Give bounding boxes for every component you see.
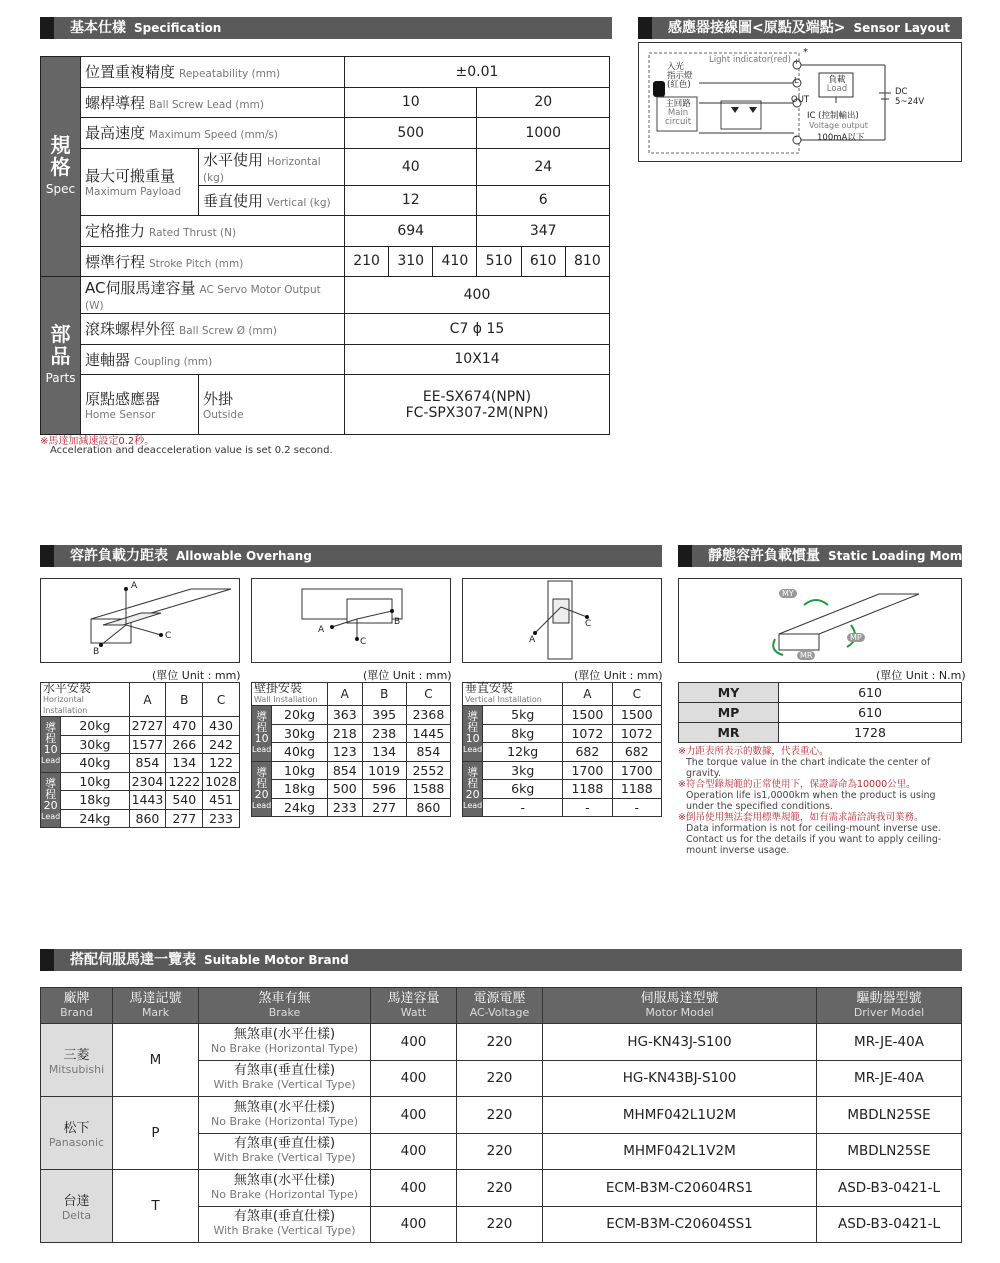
table-cell: 233 xyxy=(203,809,240,828)
payload-v-1: 12 xyxy=(345,185,477,216)
table-cell: 24kg xyxy=(272,798,328,817)
label-a: A xyxy=(318,625,325,635)
label-mp: MP xyxy=(847,633,865,642)
screw-label: 滾珠螺桿外徑 Ball Screw Ø (mm) xyxy=(81,314,345,345)
motor-model-cell: MHMF042L1V2M xyxy=(543,1133,817,1170)
table-cell: 1443 xyxy=(129,791,166,810)
moment-header: 靜態容許負載慣量 Static Loading Moment xyxy=(678,545,962,567)
table-cell: 6kg xyxy=(483,780,563,799)
payload-h-label: 水平使用 Horizontal (kg) xyxy=(199,148,345,185)
lead-label: 螺桿導程 Ball Screw Lead (mm) xyxy=(81,87,345,118)
col-header: 廠牌 Brand xyxy=(41,988,113,1024)
mark-cell: M xyxy=(113,1024,199,1097)
label-a: A xyxy=(131,581,138,591)
spec-header: 基本仕樣 Specification xyxy=(40,17,612,39)
moment-key: MR xyxy=(679,723,779,743)
watt-cell: 400 xyxy=(371,1060,457,1097)
lead-20-label: 導程 20 Lead xyxy=(252,761,272,817)
payload-label: 最大可搬重量 Maximum Payload xyxy=(81,148,199,216)
sensor-light-zh: 入光 指示燈 (紅色) xyxy=(667,62,693,90)
motor-output-label: AC伺服馬達容量 AC Servo Motor Output (W) xyxy=(81,277,345,314)
col-header: 煞車有無 Brake xyxy=(199,988,371,1024)
lead-20-label: 導程 20 Lead xyxy=(41,772,61,828)
table-cell: 134 xyxy=(166,754,203,773)
table-cell: 854 xyxy=(129,754,166,773)
voltage-cell: 220 xyxy=(457,1133,543,1170)
table-cell: 123 xyxy=(327,743,362,762)
home-outside-label: 外掛 Outside xyxy=(199,375,345,435)
brand-cell: 三菱 Mitsubishi xyxy=(41,1024,113,1097)
thrust-value-2: 347 xyxy=(477,216,610,247)
driver-model-cell: MBDLN25SE xyxy=(817,1133,962,1170)
table-cell: 218 xyxy=(327,724,362,743)
note-line: ※倒吊使用無法套用標準規範，如有需求請洽詢我司業務。 xyxy=(678,812,924,823)
watt-cell: 400 xyxy=(371,1097,457,1134)
sensor-out: OUT xyxy=(791,95,810,105)
lead-10-label: 導程 10 Lead xyxy=(463,706,483,762)
sensor-volt: 5~24V xyxy=(895,97,925,107)
table-cell: 1028 xyxy=(203,772,240,791)
table-cell: 395 xyxy=(362,706,406,725)
label-c: C xyxy=(360,637,367,647)
col-header: 伺服馬達型號 Motor Model xyxy=(543,988,817,1024)
motor-model-cell: HG-KN43BJ-S100 xyxy=(543,1060,817,1097)
table-cell: 30kg xyxy=(272,724,328,743)
table-cell: - xyxy=(563,798,612,817)
table-cell: 277 xyxy=(362,798,406,817)
spec-table xyxy=(40,56,610,435)
home-sensor-label: 原點感應器 Home Sensor xyxy=(81,375,199,435)
parts-side-label: 部 品 Parts xyxy=(41,277,81,435)
col-header: B xyxy=(166,683,203,717)
table-cell: 10kg xyxy=(61,772,129,791)
speed-value-1: 500 xyxy=(345,118,477,149)
table-cell: 2304 xyxy=(129,772,166,791)
wall-svg xyxy=(252,579,449,661)
horizontal-table xyxy=(40,682,240,828)
sensor-star: * xyxy=(803,47,808,58)
motor-model-cell: ECM-B3M-C20604RS1 xyxy=(543,1170,817,1207)
overhang-header: 容許負載力距表 Allowable Overhang xyxy=(40,545,662,567)
voltage-cell: 220 xyxy=(457,1170,543,1207)
table-cell: 2552 xyxy=(406,761,450,780)
watt-cell: 400 xyxy=(371,1206,457,1243)
table-cell: 500 xyxy=(327,780,362,799)
label-c: C xyxy=(165,631,172,641)
table-cell: 10kg xyxy=(272,761,328,780)
mark-cell: P xyxy=(113,1097,199,1170)
label-b: B xyxy=(93,647,100,657)
col-header: 電源電壓 AC-Voltage xyxy=(457,988,543,1024)
unit-moment: (單位 Unit : N.m) xyxy=(876,669,966,682)
table-cell: 40kg xyxy=(61,754,129,773)
brand-cell: 台達 Delta xyxy=(41,1170,113,1243)
table-cell: 1700 xyxy=(612,761,661,780)
lead-value-2: 20 xyxy=(477,87,610,118)
col-header: 驅動器型號 Driver Model xyxy=(817,988,962,1024)
driver-model-cell: MR-JE-40A xyxy=(817,1060,962,1097)
table-cell: 363 xyxy=(327,706,362,725)
table-cell: 682 xyxy=(612,743,661,762)
table-cell: 238 xyxy=(362,724,406,743)
unit-vertical: (單位 Unit : mm) xyxy=(574,669,663,682)
voltage-cell: 220 xyxy=(457,1206,543,1243)
table-cell: 682 xyxy=(563,743,612,762)
table-cell: 8kg xyxy=(483,724,563,743)
label-b: B xyxy=(394,617,401,627)
table-cell: 596 xyxy=(362,780,406,799)
motor-model-cell: HG-KN43J-S100 xyxy=(543,1024,817,1061)
sensor-ma: 100mA以下 xyxy=(817,133,865,143)
home-sensor-value: EE-SX674(NPN) FC-SPX307-2M(NPN) xyxy=(345,375,610,435)
table-cell: 18kg xyxy=(272,780,328,799)
unit-wall: (單位 Unit : mm) xyxy=(363,669,452,682)
col-header: C xyxy=(406,683,450,706)
note-line: Operation life is1,0000km when the product is using under the specified conditions. xyxy=(686,790,936,812)
table-cell: - xyxy=(483,798,563,817)
note-line: The torque value in the chart indicate the center of gravity. xyxy=(686,757,931,779)
col-header: B xyxy=(362,683,406,706)
speed-value-2: 1000 xyxy=(477,118,610,149)
coupling-value: 10X14 xyxy=(345,344,610,375)
vertical-table xyxy=(462,682,662,817)
sensor-l: L xyxy=(794,76,799,85)
sensor-voltage-output: Voltage output xyxy=(809,121,868,130)
col-header: A xyxy=(129,683,166,717)
brake-cell: 有煞車(垂直仕樣) With Brake (Vertical Type) xyxy=(199,1060,371,1097)
col-header: C xyxy=(612,683,661,706)
sensor-ic: IC (控制輸出) xyxy=(807,111,859,121)
repeat-label: 位置重複精度 Repeatability (mm) xyxy=(81,57,345,88)
motor-model-cell: ECM-B3M-C20604SS1 xyxy=(543,1206,817,1243)
vertical-title: 垂直安裝 Vertical Installation xyxy=(463,683,563,706)
sensor-light-en: Light indicator(red) xyxy=(709,55,791,65)
stroke-value: 810 xyxy=(565,246,609,277)
table-cell: 860 xyxy=(406,798,450,817)
motor-output-value: 400 xyxy=(345,277,610,314)
table-cell: 1700 xyxy=(563,761,612,780)
led-icon xyxy=(653,81,665,97)
table-cell: 854 xyxy=(327,761,362,780)
voltage-cell: 220 xyxy=(457,1060,543,1097)
speed-label: 最高速度 Maximum Speed (mm/s) xyxy=(81,118,345,149)
label-mr: MR xyxy=(797,651,815,660)
driver-model-cell: MBDLN25SE xyxy=(817,1097,962,1134)
moment-value: 610 xyxy=(779,703,962,723)
table-cell: 233 xyxy=(327,798,362,817)
brake-cell: 有煞車(垂直仕樣) With Brake (Vertical Type) xyxy=(199,1133,371,1170)
table-cell: 1500 xyxy=(563,706,612,725)
table-cell: 1500 xyxy=(612,706,661,725)
col-header: C xyxy=(203,683,240,717)
watt-cell: 400 xyxy=(371,1170,457,1207)
wall-title: 壁掛安裝 Wall Installation xyxy=(252,683,328,706)
label-a: A xyxy=(529,635,536,645)
lead-10-label: 導程 10 Lead xyxy=(252,706,272,762)
table-cell: 18kg xyxy=(61,791,129,810)
moment-diagram xyxy=(678,578,962,663)
brake-cell: 無煞車(水平仕樣) No Brake (Horizontal Type) xyxy=(199,1170,371,1207)
lead-10-label: 導程 10 Lead xyxy=(41,717,61,773)
lead-20-label: 導程 20 Lead xyxy=(463,761,483,817)
table-cell: 24kg xyxy=(61,809,129,828)
table-cell: 20kg xyxy=(272,706,328,725)
table-cell: 854 xyxy=(406,743,450,762)
sensor-load: 負載 Load xyxy=(826,75,848,94)
moment-key: MY xyxy=(679,683,779,703)
table-cell: 12kg xyxy=(483,743,563,762)
lead-value-1: 10 xyxy=(345,87,477,118)
moment-table xyxy=(678,682,962,743)
unit-horizontal: (單位 Unit : mm) xyxy=(152,669,241,682)
payload-h-2: 24 xyxy=(477,148,610,185)
col-header: A xyxy=(327,683,362,706)
table-cell: 1188 xyxy=(612,780,661,799)
table-cell: - xyxy=(612,798,661,817)
table-cell: 20kg xyxy=(61,717,129,736)
sensor-dc: DC xyxy=(895,87,908,97)
wall-diagram xyxy=(251,578,451,663)
table-cell: 5kg xyxy=(483,706,563,725)
stroke-value: 410 xyxy=(433,246,477,277)
motor-table xyxy=(40,987,962,1243)
table-cell: 122 xyxy=(203,754,240,773)
table-cell: 540 xyxy=(166,791,203,810)
table-cell: 1445 xyxy=(406,724,450,743)
table-cell: 430 xyxy=(203,717,240,736)
coupling-label: 連軸器 Coupling (mm) xyxy=(81,344,345,375)
brake-cell: 無煞車(水平仕樣) No Brake (Horizontal Type) xyxy=(199,1097,371,1134)
table-cell: 1588 xyxy=(406,780,450,799)
moment-notes xyxy=(678,746,964,856)
moment-value: 1728 xyxy=(779,723,962,743)
sensor-minus: - xyxy=(794,132,798,142)
table-cell: 1072 xyxy=(612,724,661,743)
table-cell: 30kg xyxy=(61,735,129,754)
note-line: Data information is not for ceiling-mount inverse use. Contact us for the details if you want to apply ceiling-mount inverse usage. xyxy=(686,823,942,856)
moment-svg xyxy=(679,579,960,661)
watt-cell: 400 xyxy=(371,1024,457,1061)
vertical-diagram xyxy=(462,578,662,663)
watt-cell: 400 xyxy=(371,1133,457,1170)
stroke-value: 210 xyxy=(345,246,389,277)
label-c: C xyxy=(585,619,592,629)
moment-key: MP xyxy=(679,703,779,723)
brand-cell: 松下 Panasonic xyxy=(41,1097,113,1170)
table-cell: 2368 xyxy=(406,706,450,725)
payload-v-2: 6 xyxy=(477,185,610,216)
table-cell: 1222 xyxy=(166,772,203,791)
brake-cell: 無煞車(水平仕樣) No Brake (Horizontal Type) xyxy=(199,1024,371,1061)
repeat-value: ±0.01 xyxy=(345,57,610,88)
motor-model-cell: MHMF042L1U2M xyxy=(543,1097,817,1134)
table-cell: 451 xyxy=(203,791,240,810)
table-cell: 860 xyxy=(129,809,166,828)
table-cell: 1577 xyxy=(129,735,166,754)
table-cell: 1188 xyxy=(563,780,612,799)
col-header: A xyxy=(563,683,612,706)
horizontal-diagram xyxy=(40,578,240,663)
thrust-label: 定格推力 Rated Thrust (N) xyxy=(81,216,345,247)
table-cell: 277 xyxy=(166,809,203,828)
sensor-main-circuit: 主回路 Main circuit xyxy=(664,99,692,127)
table-cell: 134 xyxy=(362,743,406,762)
table-cell: 266 xyxy=(166,735,203,754)
stroke-label: 標準行程 Stroke Pitch (mm) xyxy=(81,246,345,277)
table-cell: 3kg xyxy=(483,761,563,780)
label-my: MY xyxy=(779,589,797,598)
sensor-plus: + xyxy=(793,57,800,66)
screw-value: C7 ϕ 15 xyxy=(345,314,610,345)
table-cell: 470 xyxy=(166,717,203,736)
driver-model-cell: ASD-B3-0421-L xyxy=(817,1170,962,1207)
motor-header: 搭配伺服馬達一覽表 Suitable Motor Brand xyxy=(40,949,962,971)
voltage-cell: 220 xyxy=(457,1024,543,1061)
mark-cell: T xyxy=(113,1170,199,1243)
driver-model-cell: MR-JE-40A xyxy=(817,1024,962,1061)
thrust-value-1: 694 xyxy=(345,216,477,247)
note-en: Acceleration and deacceleration value is set 0.2 second. xyxy=(50,445,333,456)
spec-side-label: 規 格 Spec xyxy=(41,57,81,277)
payload-v-label: 垂直使用 Vertical (kg) xyxy=(199,185,345,216)
vertical-svg xyxy=(463,579,660,661)
stroke-value: 610 xyxy=(521,246,565,277)
moment-value: 610 xyxy=(779,683,962,703)
col-header: 馬達記號 Mark xyxy=(113,988,199,1024)
note-line: ※力距表所表示的數據，代表重心。 xyxy=(678,746,829,757)
brake-cell: 有煞車(垂直仕樣) With Brake (Vertical Type) xyxy=(199,1206,371,1243)
table-cell: 242 xyxy=(203,735,240,754)
stroke-value: 310 xyxy=(389,246,433,277)
table-cell: 2727 xyxy=(129,717,166,736)
sensor-diagram xyxy=(638,42,962,162)
table-cell: 1072 xyxy=(563,724,612,743)
col-header: 馬達容量 Watt xyxy=(371,988,457,1024)
stroke-value: 510 xyxy=(477,246,521,277)
table-cell: 40kg xyxy=(272,743,328,762)
payload-h-1: 40 xyxy=(345,148,477,185)
driver-model-cell: ASD-B3-0421-L xyxy=(817,1206,962,1243)
sensor-header: 感應器接線圖<原點及端點> Sensor Layout xyxy=(638,17,962,39)
horizontal-title: 水平安裝 Horizontal Installation xyxy=(41,683,130,717)
note-red: ※馬達加減速設定0.2秒。 xyxy=(40,436,155,447)
voltage-cell: 220 xyxy=(457,1097,543,1134)
horizontal-svg xyxy=(41,579,238,661)
note-line: ※符合型錄規範的正常使用下，保證壽命為10000公里。 xyxy=(678,779,916,790)
wall-table xyxy=(251,682,451,817)
table-cell: 1019 xyxy=(362,761,406,780)
